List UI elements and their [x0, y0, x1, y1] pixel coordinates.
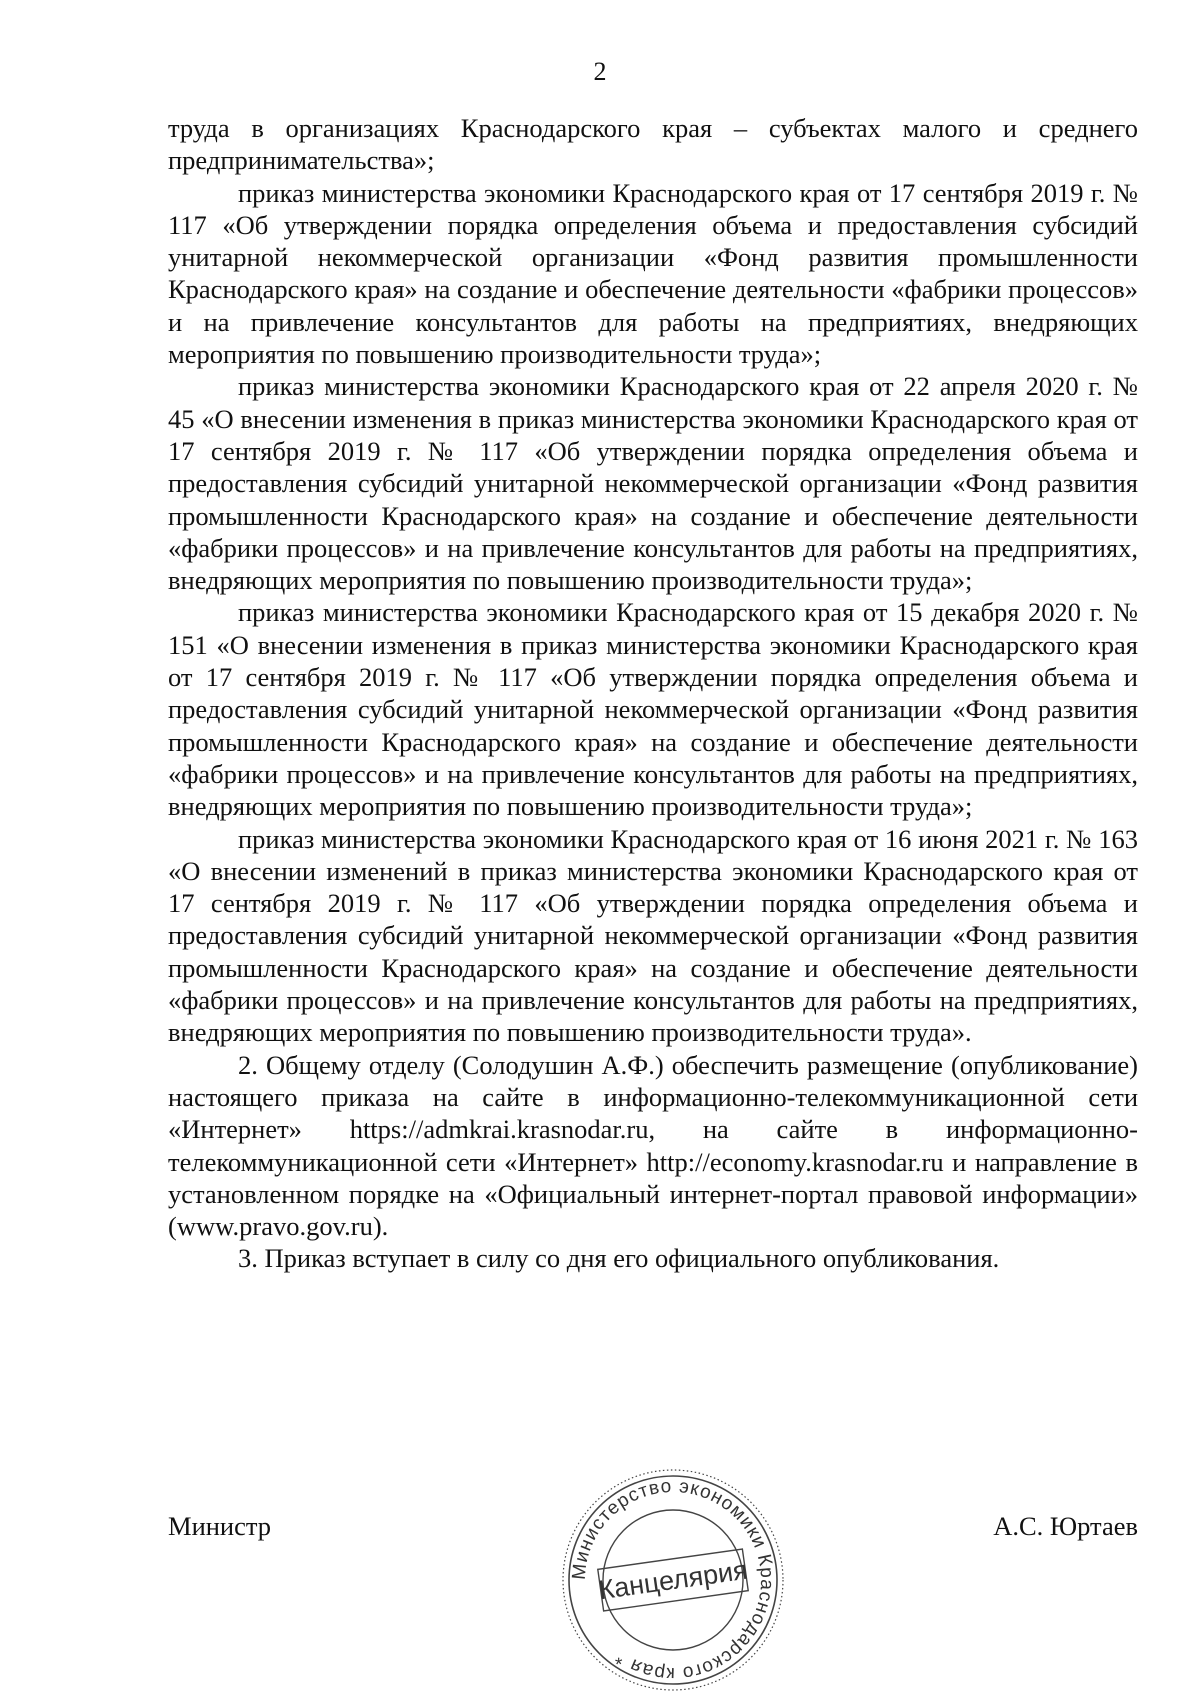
- document-body: [168, 112, 1138, 1275]
- official-stamp: [558, 1465, 788, 1695]
- signature-name: А.С. Юртаев: [993, 1511, 1138, 1541]
- paragraph-order-45: приказ министерства экономики Краснодарского края от 22 апреля 2020 г. № 45 «О внесении изменения в приказ министерства экономики Краснодарского края от 17 сентября 2019 г. № 117 «Об утверждении порядка определения объема и предоставления субсидий унитарной некоммерческой организации «Фонд развития промышленности Краснодарского края» на создание и обеспечение деятельности «фабрики процессов» и на привлечение консультантов для работы на предприятиях, внедряющих мероприятия по повышению производительности труда»;: [168, 371, 1138, 596]
- paragraph-item-2: 2. Общему отделу (Солодушин А.Ф.) обеспечить размещение (опубликование) настоящего приказа на сайте в информационно-телекоммуникационной сети «Интернет» https://admkrai.krasnodar.ru, на сайте в информационно-телекоммуникационной сети «Интернет» http://economy.krasnodar.ru и направление в установленном порядке на «Официальный интернет-портал правовой информации» (www.pravo.gov.ru).: [168, 1049, 1138, 1242]
- page-number: 2: [593, 57, 607, 86]
- stamp-ring-text: Министерство экономики Краснодарского края *: [568, 1475, 778, 1685]
- paragraph-order-117: приказ министерства экономики Краснодарского края от 17 сентября 2019 г. № 117 «Об утверждении порядка определения объема и предоставления субсидий унитарной некоммерческой организации «Фонд развития промышленности Краснодарского края» на создание и обеспечение деятельности «фабрики процессов» и на привлечение консультантов для работы на предприятиях, внедряющих мероприятия по повышению производительности труда»;: [168, 177, 1138, 370]
- stamp-center-text: Канцелярия: [596, 1554, 750, 1606]
- paragraph-order-163: приказ министерства экономики Краснодарского края от 16 июня 2021 г. № 163 «О внесении изменений в приказ министерства экономики Краснодарского края от 17 сентября 2019 г. № 117 «Об утверждении порядка определения объема и предоставления субсидий унитарной некоммерческой организации «Фонд развития промышленности Краснодарского края» на создание и обеспечение деятельности «фабрики процессов» и на привлечение консультантов для работы на предприятиях, внедряющих мероприятия по повышению производительности труда».: [168, 823, 1138, 1048]
- signature-position: Министр: [168, 1511, 272, 1541]
- paragraph-item-3: 3. Приказ вступает в силу со дня его официального опубликования.: [238, 1243, 1000, 1274]
- paragraph-order-151: приказ министерства экономики Краснодарского края от 15 декабря 2020 г. № 151 «О внесении изменения в приказ министерства экономики Краснодарского края от 17 сентября 2019 г. № 117 «Об утверждении порядка определения объема и предоставления субсидий унитарной некоммерческой организации «Фонд развития промышленности Краснодарского края» на создание и обеспечение деятельности «фабрики процессов» и на привлечение консультантов для работы на предприятиях, внедряющих мероприятия по повышению производительности труда»;: [168, 597, 1138, 822]
- paragraph-continuation: труда в организациях Краснодарского края – субъектах малого и среднего предпринимательства»;: [168, 113, 1138, 176]
